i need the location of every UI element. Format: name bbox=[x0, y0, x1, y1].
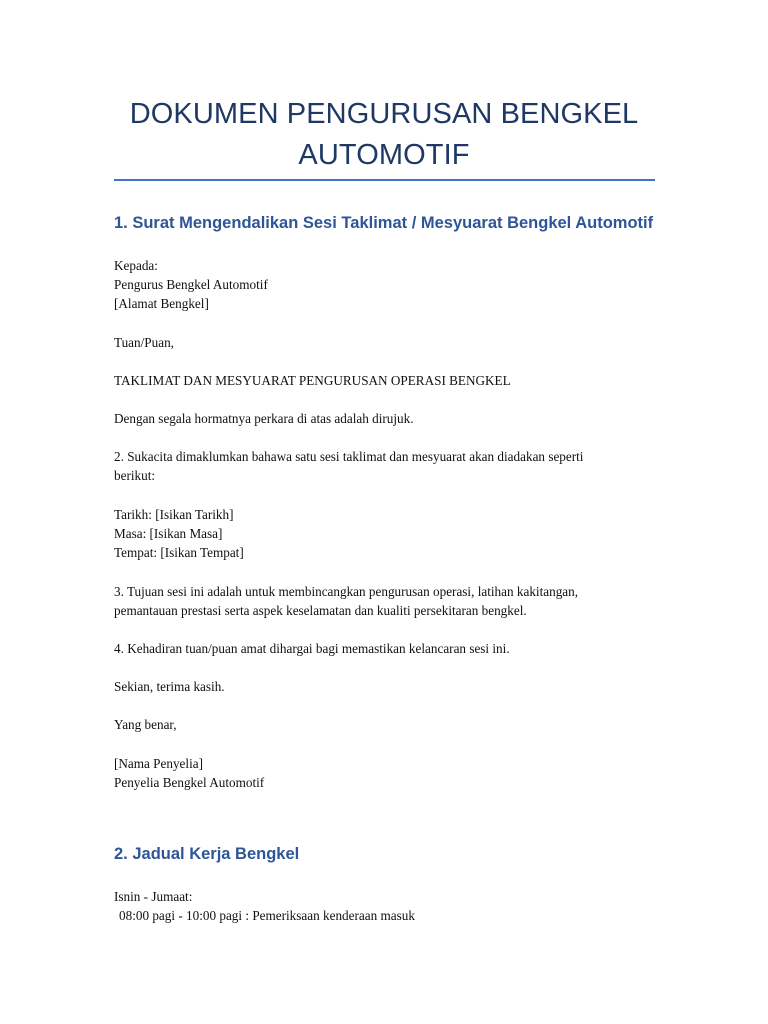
paragraph-4-text: 4. Kehadiran tuan/puan amat dihargai bagi memastikan kelancaran sesi ini. bbox=[114, 641, 510, 656]
work-schedule bbox=[114, 887, 659, 925]
paragraph-2-line: berikut: bbox=[114, 468, 156, 483]
address-line: Pengurus Bengkel Automotif bbox=[114, 277, 268, 292]
signature-block bbox=[114, 754, 659, 792]
paragraph-3 bbox=[114, 582, 659, 620]
meeting-date: Tarikh: [Isikan Tarikh] bbox=[114, 507, 234, 522]
closing-regards-text: Yang benar, bbox=[114, 717, 177, 732]
signer-name: [Nama Penyelia] bbox=[114, 756, 203, 771]
signer-title: Penyelia Bengkel Automotif bbox=[114, 775, 265, 790]
meeting-place: Tempat: [Isikan Tempat] bbox=[114, 545, 244, 560]
paragraph-2 bbox=[114, 447, 659, 485]
paragraph-2-line: 2. Sukacita dimaklumkan bahawa satu sesi taklimat dan mesyuarat akan diadakan seperti bbox=[114, 449, 584, 464]
salutation bbox=[114, 333, 659, 352]
paragraph-3-line: 3. Tujuan sesi ini adalah untuk membincangkan pengurusan operasi, latihan kakitangan, bbox=[114, 584, 579, 599]
title-divider bbox=[114, 179, 655, 181]
address-line: [Alamat Bengkel] bbox=[114, 296, 209, 311]
closing-thanks-text: Sekian, terima kasih. bbox=[114, 679, 225, 694]
section-2-heading: 2. Jadual Kerja Bengkel bbox=[114, 845, 300, 863]
paragraph-1-text: Dengan segala hormatnya perkara di atas adalah dirujuk. bbox=[114, 411, 414, 426]
recipient-address bbox=[114, 256, 659, 313]
letter-subject bbox=[114, 371, 659, 390]
meeting-details bbox=[114, 505, 659, 562]
paragraph-4 bbox=[114, 639, 659, 658]
document-title: DOKUMEN PENGURUSAN BENGKEL AUTOMOTIF bbox=[129, 98, 639, 171]
closing-regards bbox=[114, 715, 659, 734]
subject-text: TAKLIMAT DAN MESYUARAT PENGURUSAN OPERASI BENGKEL bbox=[114, 373, 511, 388]
paragraph-3-line: pemantauan prestasi serta aspek keselamatan dan kualiti persekitaran bengkel. bbox=[114, 603, 527, 618]
address-line: Kepada: bbox=[114, 258, 158, 273]
paragraph-1 bbox=[114, 409, 659, 428]
schedule-slot: 08:00 pagi - 10:00 pagi : Pemeriksaan kenderaan masuk bbox=[119, 908, 415, 923]
salutation-text: Tuan/Puan, bbox=[114, 335, 174, 350]
closing-thanks bbox=[114, 677, 659, 696]
meeting-time: Masa: [Isikan Masa] bbox=[114, 526, 223, 541]
schedule-day: Isnin - Jumaat: bbox=[114, 889, 193, 904]
section-1-heading: 1. Surat Mengendalikan Sesi Taklimat / Mesyuarat Bengkel Automotif bbox=[114, 214, 654, 232]
